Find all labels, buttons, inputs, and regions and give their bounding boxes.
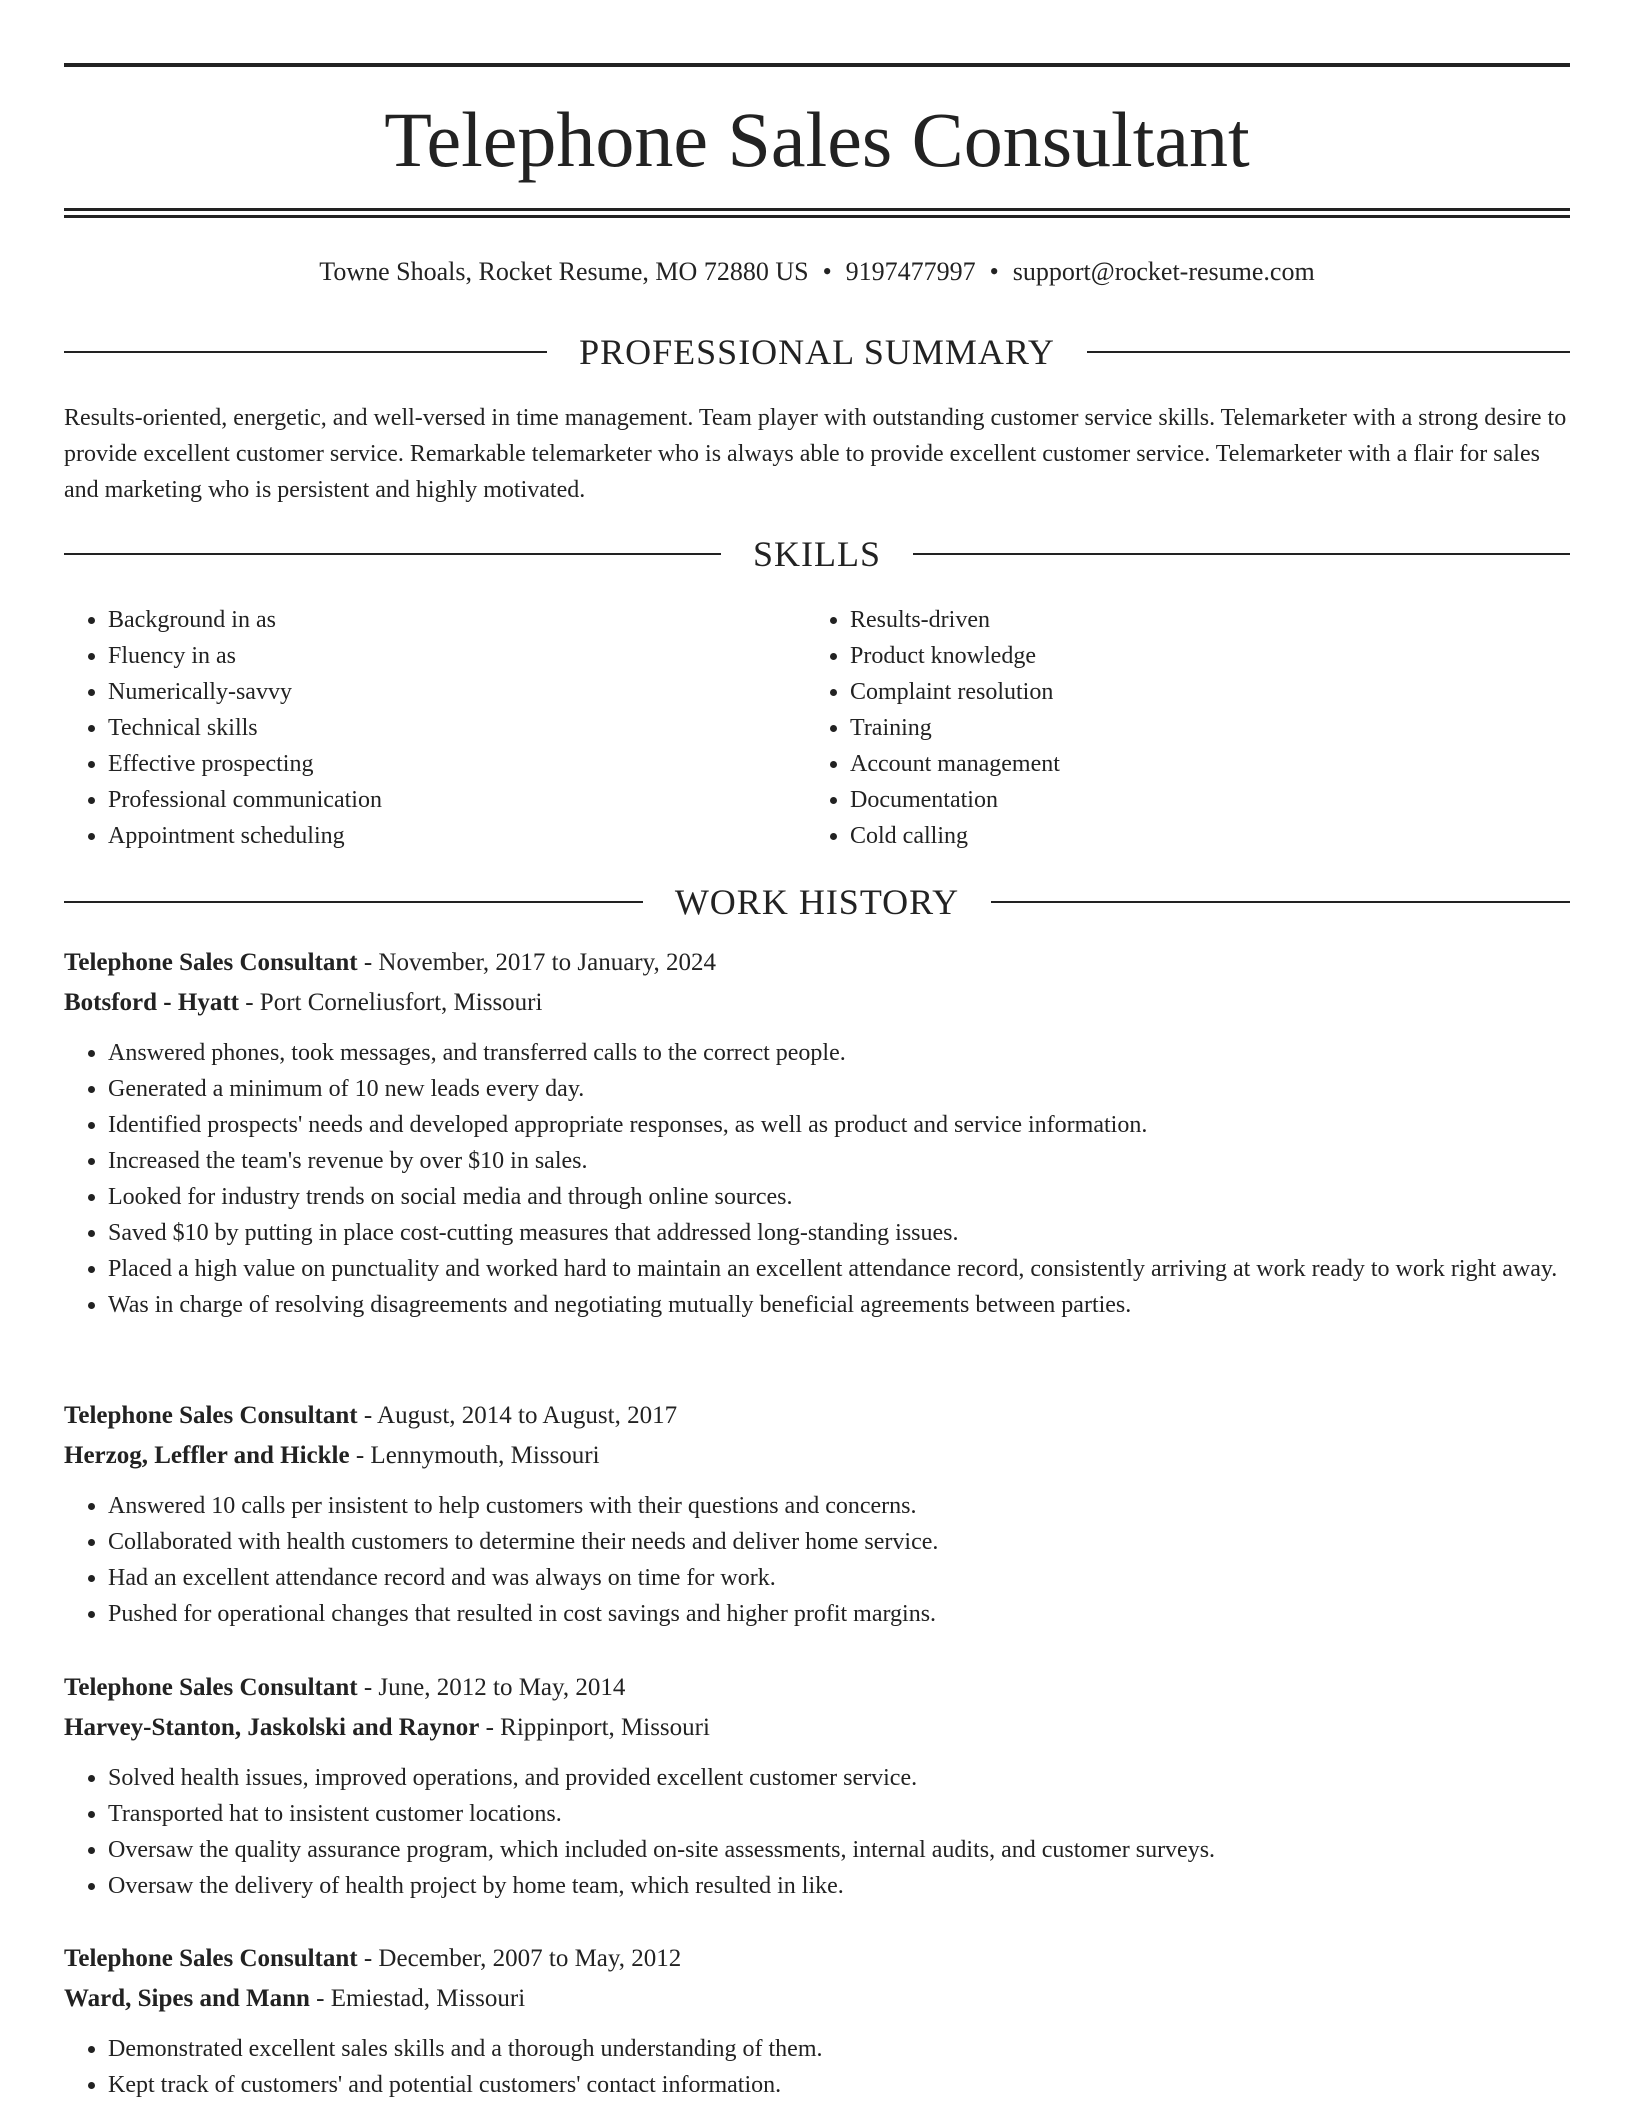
job-duties bbox=[64, 1488, 1570, 1632]
divider-line bbox=[64, 553, 721, 555]
skill-item: • Appointment scheduling bbox=[108, 818, 806, 854]
job-location: - Emiestad, Missouri bbox=[309, 1985, 526, 2012]
job-title: Telephone Sales Consultant bbox=[64, 1402, 358, 1429]
duty-item: • Generated a minimum of 10 new leads every day. bbox=[108, 1071, 1570, 1107]
divider-line bbox=[64, 901, 643, 903]
job-entry bbox=[64, 1939, 1570, 2103]
duty-item: • Identified prospects' needs and developed appropriate responses, as well as product and service information. bbox=[108, 1107, 1570, 1143]
job-location: - Lennymouth, Missouri bbox=[349, 1442, 600, 1469]
job-company: Harvey-Stanton, Jaskolski and Raynor bbox=[64, 1714, 480, 1741]
job-duties bbox=[64, 1035, 1570, 1323]
section-title: PROFESSIONAL SUMMARY bbox=[579, 332, 1055, 372]
skill-item: • Professional communication bbox=[108, 782, 806, 818]
duty-item: • Oversaw the quality assurance program, which included on-site assessments, internal audits, and customer surveys. bbox=[108, 1832, 1570, 1868]
header-rule-lower bbox=[64, 215, 1570, 218]
skills-list bbox=[64, 602, 1570, 854]
candidate-name: Telephone Sales Consultant bbox=[384, 96, 1250, 183]
duty-item: • Increased the team's revenue by over $10 in sales. bbox=[108, 1143, 1570, 1179]
duty-item: • Was in charge of resolving disagreements and negotiating mutually beneficial agreements between parties. bbox=[108, 1287, 1570, 1323]
section-title: SKILLS bbox=[753, 534, 882, 574]
divider-line bbox=[913, 553, 1570, 555]
job-duties bbox=[64, 2031, 1570, 2103]
duty-item: • Transported hat to insistent customer locations. bbox=[108, 1796, 1570, 1832]
skill-item: • Complaint resolution bbox=[850, 674, 1548, 710]
skill-item: • Fluency in as bbox=[108, 638, 806, 674]
job-title: Telephone Sales Consultant bbox=[64, 949, 358, 976]
duty-item: • Placed a high value on punctuality and worked hard to maintain an excellent attendance record, consistently arriving at work ready to work right away. bbox=[108, 1251, 1570, 1287]
skills-column-right bbox=[806, 602, 1548, 854]
skill-item: • Product knowledge bbox=[850, 638, 1548, 674]
job-company-line bbox=[64, 1979, 1570, 2019]
job-company: Botsford - Hyatt bbox=[64, 989, 239, 1016]
divider-line bbox=[64, 351, 547, 353]
duty-item: • Looked for industry trends on social media and through online sources. bbox=[108, 1179, 1570, 1215]
skill-item: • Effective prospecting bbox=[108, 746, 806, 782]
duty-item: • Demonstrated excellent sales skills and a thorough understanding of them. bbox=[108, 2031, 1570, 2067]
duty-item: • Saved $10 by putting in place cost-cutting measures that addressed long-standing issues. bbox=[108, 1215, 1570, 1251]
duty-item: • Oversaw the delivery of health project by home team, which resulted in like. bbox=[108, 1868, 1570, 1904]
job-company-line bbox=[64, 983, 1570, 1023]
job-title-line bbox=[64, 943, 1570, 983]
job-dates: - November, 2017 to January, 2024 bbox=[357, 949, 717, 976]
job-entry bbox=[64, 1396, 1570, 1632]
job-duties bbox=[64, 1760, 1570, 1904]
job-location: - Rippinport, Missouri bbox=[479, 1714, 710, 1741]
contact-email: support@rocket-resume.com bbox=[1012, 257, 1315, 286]
top-rule bbox=[64, 63, 1570, 67]
duty-item: • Solved health issues, improved operations, and provided excellent customer service. bbox=[108, 1760, 1570, 1796]
duty-item: • Pushed for operational changes that resulted in cost savings and higher profit margins. bbox=[108, 1596, 1570, 1632]
job-dates: - December, 2007 to May, 2012 bbox=[357, 1945, 682, 1972]
contact-line bbox=[64, 256, 1570, 288]
skills-column-left bbox=[64, 602, 806, 854]
skill-item: • Technical skills bbox=[108, 710, 806, 746]
duty-item: • Collaborated with health customers to determine their needs and deliver home service. bbox=[108, 1524, 1570, 1560]
skill-item: • Account management bbox=[850, 746, 1548, 782]
skill-item: • Background in as bbox=[108, 602, 806, 638]
job-company-line bbox=[64, 1436, 1570, 1476]
job-entry bbox=[64, 943, 1570, 1323]
summary-heading bbox=[64, 330, 1570, 374]
summary-text: Results-oriented, energetic, and well-versed in time management. Team player with outstanding customer service skills. Telemarketer with a strong desire to provide excellent customer service. Remarkable telemarketer who is always able to provide excellent customer service. Telemarketer with a flair for sales and marketing who is persistent and highly motivated. bbox=[64, 405, 1567, 503]
divider-line bbox=[1087, 351, 1570, 353]
work-history-heading bbox=[64, 880, 1570, 924]
contact-phone: 9197477997 bbox=[845, 257, 976, 286]
job-title-line bbox=[64, 1668, 1570, 1708]
duty-item: • Answered phones, took messages, and transferred calls to the correct people. bbox=[108, 1035, 1570, 1071]
job-title-line bbox=[64, 1396, 1570, 1436]
job-company: Ward, Sipes and Mann bbox=[64, 1985, 310, 2012]
contact-separator: • bbox=[989, 257, 999, 286]
duty-item: • Answered 10 calls per insistent to help customers with their questions and concerns. bbox=[108, 1488, 1570, 1524]
header-rule-upper bbox=[64, 208, 1570, 211]
job-dates: - August, 2014 to August, 2017 bbox=[357, 1402, 678, 1429]
contact-separator: • bbox=[822, 257, 832, 286]
job-entry bbox=[64, 1668, 1570, 1904]
divider-line bbox=[991, 901, 1570, 903]
section-title: WORK HISTORY bbox=[674, 882, 960, 922]
job-company: Herzog, Leffler and Hickle bbox=[64, 1442, 350, 1469]
skill-item: • Results-driven bbox=[850, 602, 1548, 638]
skill-item: • Documentation bbox=[850, 782, 1548, 818]
duty-item: • Kept track of customers' and potential customers' contact information. bbox=[108, 2067, 1570, 2103]
skill-item: • Training bbox=[850, 710, 1548, 746]
job-title: Telephone Sales Consultant bbox=[64, 1674, 358, 1701]
job-dates: - June, 2012 to May, 2014 bbox=[357, 1674, 626, 1701]
skill-item: • Numerically-savvy bbox=[108, 674, 806, 710]
skills-heading bbox=[64, 532, 1570, 576]
duty-item: • Had an excellent attendance record and was always on time for work. bbox=[108, 1560, 1570, 1596]
job-company-line bbox=[64, 1708, 1570, 1748]
contact-address: Towne Shoals, Rocket Resume, MO 72880 US bbox=[319, 257, 809, 286]
job-location: - Port Corneliusfort, Missouri bbox=[238, 989, 543, 1016]
skill-item: • Cold calling bbox=[850, 818, 1548, 854]
job-title: Telephone Sales Consultant bbox=[64, 1945, 358, 1972]
job-title-line bbox=[64, 1939, 1570, 1979]
